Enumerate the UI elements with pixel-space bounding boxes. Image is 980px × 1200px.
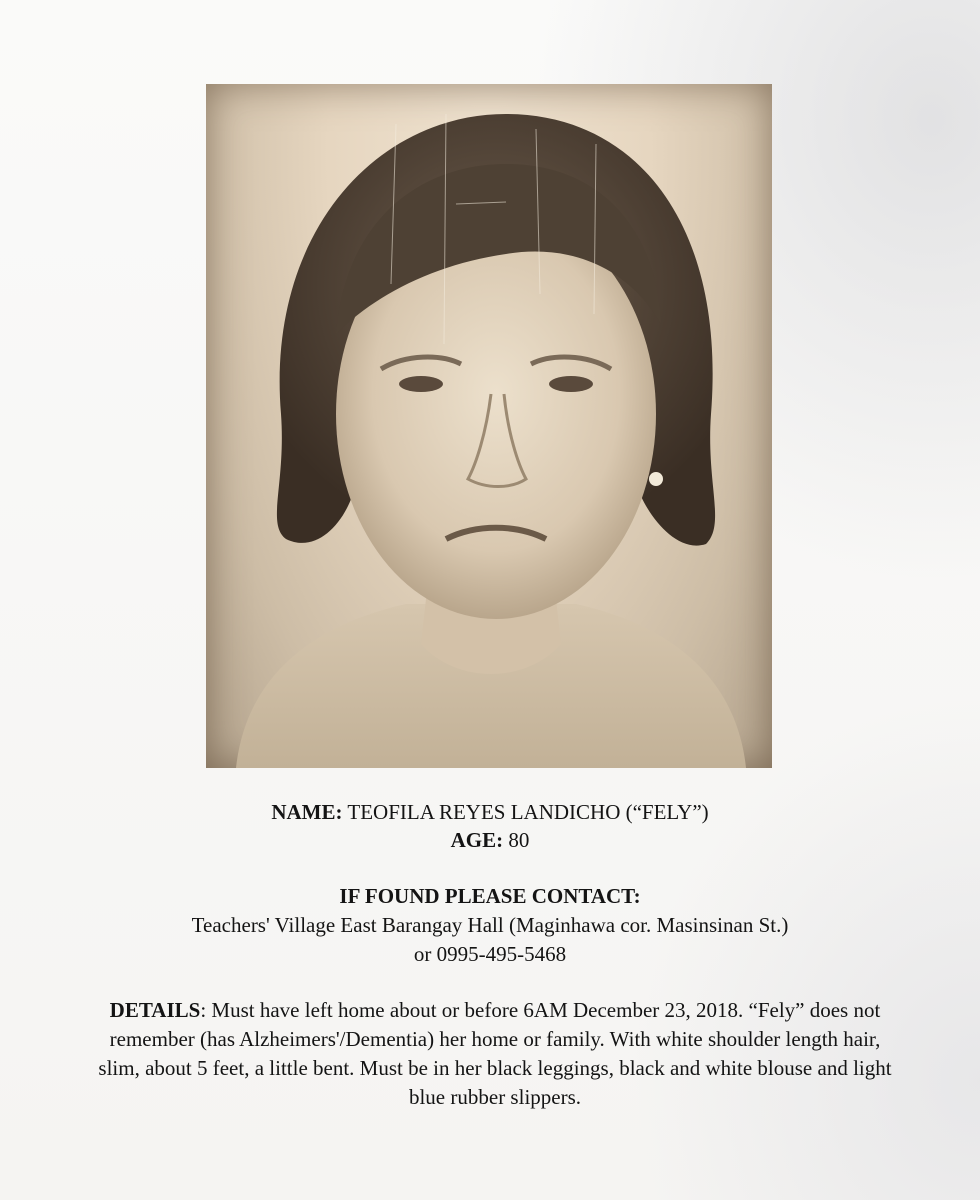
contact-heading: IF FOUND PLEASE CONTACT:: [339, 884, 641, 908]
details-text: : Must have left home about or before 6AM December 23, 2018. “Fely” does not remember (has Alzheimers'/Dementia) her home or family. With white shoulder length hair, slim, about 5 feet, a little bent. Must be in her black leggings, black and white blouse and light blue rubber slippers.: [98, 998, 892, 1109]
contact-phone: or 0995-495-5468: [413, 942, 567, 966]
name-label: NAME:: [271, 800, 343, 824]
name-line: [60, 798, 920, 826]
age-value: 80: [508, 828, 530, 852]
details-paragraph: [90, 996, 900, 1112]
contact-address: Teachers' Village East Barangay Hall (Maginhawa cor. Masinsinan St.): [191, 913, 789, 937]
details-label: DETAILS: [109, 998, 201, 1022]
portrait-photo: [206, 84, 772, 768]
portrait-drawing: [206, 84, 772, 768]
age-label: AGE:: [450, 828, 504, 852]
name-value: TEOFILA REYES LANDICHO (“FELY”): [347, 800, 709, 824]
age-line: [60, 826, 920, 854]
